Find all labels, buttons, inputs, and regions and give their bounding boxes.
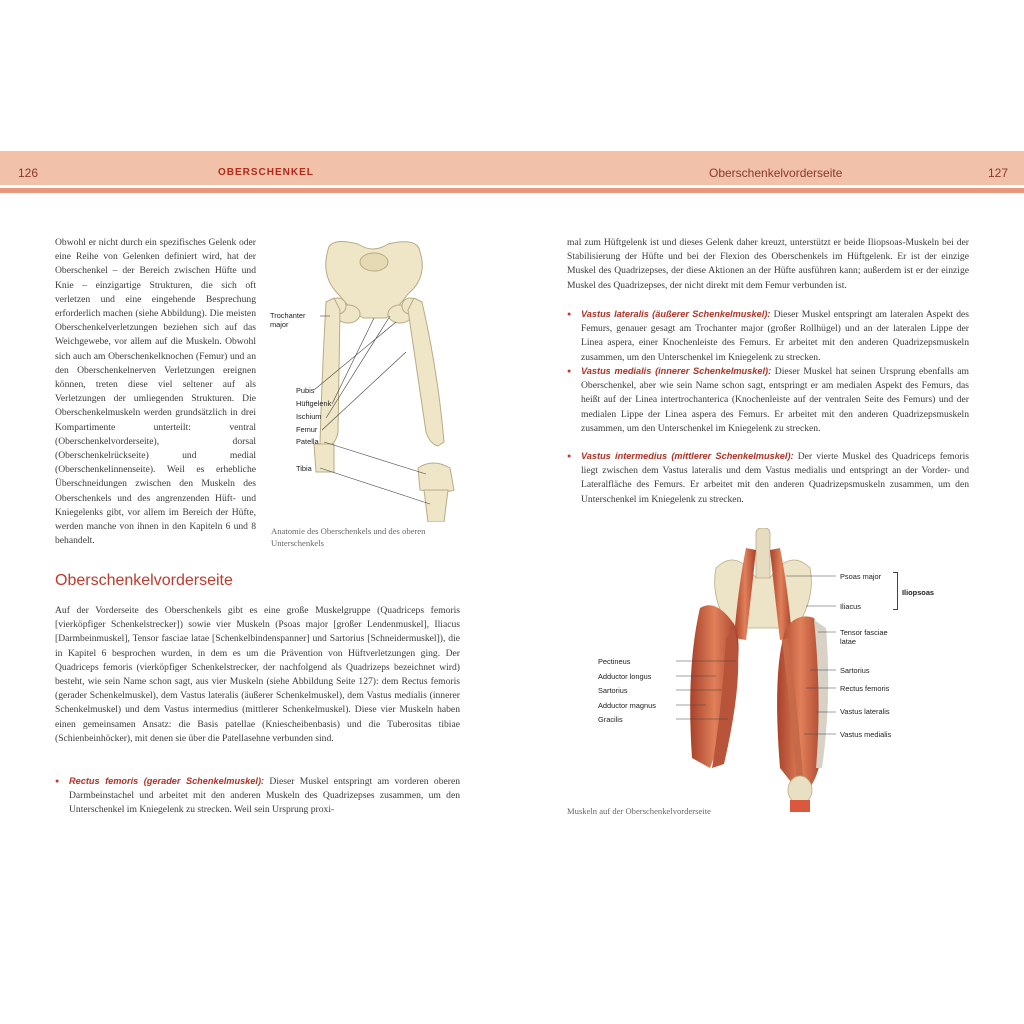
bullet-vastus-lateralis [567, 307, 969, 365]
left-section-title: OBERSCHENKEL [218, 167, 314, 178]
bullet-vl-text: Dieser Muskel entspringt am lateralen Aspekt des Femurs, genauer gesagt am Trochanter major (großer Rollhügel) und an der lateralen Lippe der Linea aspera, einer Knochenleiste des Femurs. Er arbeitet mit den anderen Quadrizepsmuskeln zusammen, um den Unterschenkel im Kniegelenk zu strecken. [581, 309, 969, 363]
bullet-vi-term: Vastus intermedius (mittlerer Schenkelmuskel): [581, 451, 794, 461]
muscle-illustration [676, 528, 846, 812]
label-pubis: Pubis [296, 386, 315, 395]
label-sartorius-left: Sartorius [598, 686, 628, 695]
label-ischium: Ischium [296, 412, 322, 421]
label-iliacus: Iliacus [840, 602, 861, 611]
label-vastus-lateralis: Vastus lateralis [840, 707, 890, 716]
label-femur: Femur [296, 425, 318, 434]
bullet-rectus-term: Rectus femoris (gerader Schenkelmuskel): [69, 776, 265, 786]
label-trochanter-major: Trochanter major [270, 311, 306, 329]
bullet-rectus-femoris [55, 774, 460, 818]
bullet-vi-text: Der vierte Muskel des Quadriceps femoris liegt zwischen dem Vastus lateralis und dem Vastus medialis und entspringt an der Vorder- und Lateralfläche des Femurs. Er arbeitet mit den anderen Quadrizepsmuskeln zusammen, um den Unterschenkel im Kniegelenk zu strecken. [581, 451, 970, 505]
section-heading: Oberschenkelvorderseite [55, 572, 233, 589]
bullet-vastus-intermedius [567, 449, 969, 507]
continuation-paragraph: mal zum Hüftgelenk ist und dieses Gelenk daher kreuzt, unterstützt er beide Iliopsoas-Muskeln bei der Stabilisierung der Hüfte und bei der Flexion des Oberschenkels im Hüftgelenk. Er ist der einzige Muskel des Quadrizepses, der diese Aktionen an der Hüfte ausführen kann; außerdem ist er der einzige Muskel des Quadrizepses, der nicht direkt mit dem Femur verbunden ist. [567, 237, 969, 291]
label-patella: Patella [296, 437, 319, 446]
label-adductor-longus: Adductor longus [598, 672, 652, 681]
header-rule [0, 188, 1024, 193]
section-body: Auf der Vorderseite des Oberschenkels gibt es eine große Muskelgruppe (Quadriceps femoris [vierköpfiger Schenkelstrecker]) sowie vier Muskeln (Psoas major [großer Lendenmuskel], Iliacus [Darmbeinmuskel], Tensor fasciae latae [Schenkelbindenspanner] und Sartorius [Schneidermuskel]), die in Kapitel 6 besprochen wurden, in dem es um die Prävention von Hüftverletzungen ging. Der Quadriceps femoris (vierköpfiger Schenkelstrecker, der nachfolgend als Quadrizeps bezeichnet wird) besteht, wie sein Name schon sagt, aus vier Muskeln (siehe Abbildung Seite 127): dem Rectus femoris (gerader Schenkelmuskel), dem Vastus lateralis (äußerer Schenkelmuskel), dem Vastus medialis (innerer Schenkelmuskel) und dem Vastus intermedius (mittlerer Schenkelmuskel). Diese vier Muskeln haben einen gemeinsamen Ansatz: die Basis patellae (Kniescheibenbasis) und die Tuberositas tibiae (Schienbeinhöcker), mit denen sie über die Patellasehne verbunden sind. [55, 605, 460, 744]
label-pectineus: Pectineus [598, 657, 631, 666]
right-running-title: Oberschenkelvorderseite [709, 166, 843, 180]
intro-paragraph: Obwohl er nicht durch ein spezifisches Gelenk oder eine Reihe von Gelenken definiert wird, hat der Oberschenkel – der Bereich zwischen Hüfte und Knie – einzigartige Strukturen, die sich oft verletzen und eine eingehende Besprechung erforderlich machen (siehe Abbildung). Die meisten Oberschenkelverletzungen beziehen sich auf das Weichgewebe, vor allem auf die Muskeln. Obwohl sich auch am Oberschenkelknochen (Femur) und an den Oberschenkelnerven Verletzungen ereignen können, treten diese viel seltener auf als Verletzungen der umliegenden Strukturen. Die Oberschenkelmuskeln werden grundsätzlich in drei Kompartimente unterteilt: ventral (Oberschenkelvorderseite), dorsal (Oberschenkelrückseite) und medial (Oberschenkelinnenseite). Weil es erhebliche Überschneidungen zwischen den Muskeln des Oberschenkels und des angrenzenden Hüft- und Kniegelenks gibt, vor allem im Bereich der Hüfte, werden manche von ihnen in den Kapiteln 6 und 8 behandelt. [55, 237, 256, 547]
iliopsoas-bracket [893, 572, 898, 610]
bullet-rectus-text: Dieser Muskel entspringt am vorderen oberen Darmbeinstachel und arbeitet mit den anderen Muskeln des Quadrizepses zusammen, um den Unterschenkel im Kniegelenk zu strecken. Weil sein Ursprung proxi- [69, 776, 460, 816]
right-page-number: 127 [988, 166, 1009, 180]
label-tensor-fasciae-latae: Tensor fasciae latae [840, 628, 888, 646]
label-rectus-femoris: Rectus femoris [840, 684, 890, 693]
skeleton-caption: Anatomie des Oberschenkels und des oberen Unterschenkels [271, 526, 426, 548]
muscle-caption: Muskeln auf der Oberschenkelvorderseite [567, 806, 711, 816]
bullet-vl-term: Vastus lateralis (äußerer Schenkelmuskel): [581, 309, 771, 319]
label-hueftgelenk: Hüftgelenk [296, 399, 332, 408]
label-iliopsoas: Iliopsoas [902, 588, 935, 597]
skeleton-illustration [268, 232, 478, 522]
page-header [0, 151, 1024, 185]
bullet-vm-text: Dieser Muskel hat seinen Ursprung ebenfalls am Oberschenkel, aber wie sein Name schon sagt, entspringt er am medialen Aspekt des Femurs, das heißt auf der Linea intertrochanterica (Knochenleiste auf der ventralen Seite des Femurs) und der medialen Lippe der Linea aspera des Femurs. Er arbeitet mit den anderen Quadrizepsmuskeln zusammen, um den Unterschenkel im Kniegelenk zu strecken. [581, 366, 970, 434]
left-page-number: 126 [18, 166, 39, 180]
label-gracilis: Gracilis [598, 715, 623, 724]
label-vastus-medialis: Vastus medialis [840, 730, 892, 739]
bullet-vastus-medialis [567, 364, 969, 436]
label-tibia: Tibia [296, 464, 312, 473]
label-psoas-major: Psoas major [840, 572, 882, 581]
label-adductor-magnus: Adductor magnus [598, 701, 656, 710]
label-sartorius-right: Sartorius [840, 666, 870, 675]
bullet-vm-term: Vastus medialis (innerer Schenkelmuskel): [581, 366, 772, 376]
